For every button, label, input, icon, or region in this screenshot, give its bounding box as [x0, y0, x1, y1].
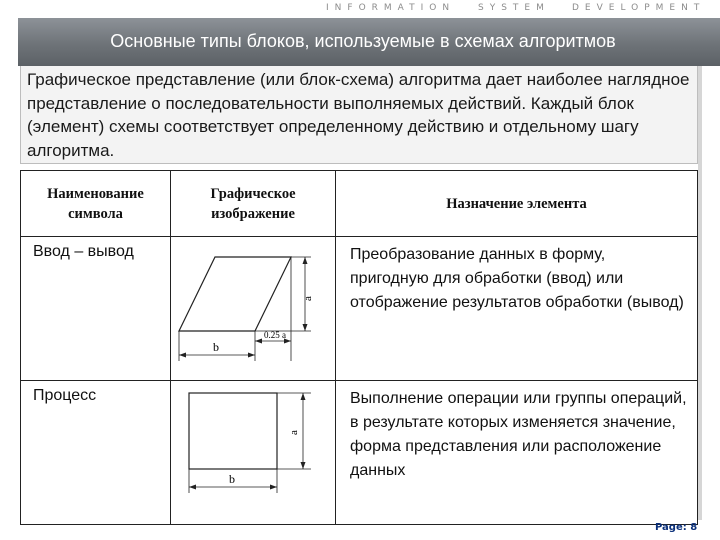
parallelogram-diagram — [171, 237, 335, 375]
top-banner — [0, 0, 720, 18]
dim-a-label: a — [288, 430, 300, 435]
purpose-process: Выполнение операции или группы операций, в результате которых изменяется значение, форма представления или расположение данных — [336, 381, 698, 525]
header-symbol-name: Наименование символа — [21, 171, 171, 237]
io-figure-cell — [171, 237, 336, 381]
dim-a-arrow-top — [303, 257, 308, 264]
process-figure-cell — [171, 381, 336, 525]
dim-b-arrow-left — [179, 353, 186, 358]
banner-word-system: SYSTEM — [478, 3, 550, 13]
dim-a-arrow-bottom — [303, 324, 308, 331]
rectangle-diagram — [171, 381, 335, 519]
table-header-row — [21, 171, 698, 237]
dim-a-arrow-top — [301, 393, 306, 400]
parallelogram-shape — [179, 257, 291, 331]
dim-off-arrow-left — [255, 339, 262, 344]
dim-a-arrow-bottom — [301, 462, 306, 469]
table-row — [21, 381, 698, 525]
page-number: Page: 8 — [655, 522, 698, 533]
dim-b-arrow-right — [270, 485, 277, 490]
purpose-io: Преобразование данных в форму, пригодную для обработки (ввод) или отображение результатов обработки (вывод) — [336, 237, 698, 381]
dim-offset-label: 0.25 a — [264, 330, 286, 340]
symbol-name-io: Ввод – вывод — [21, 237, 171, 381]
table-row — [21, 237, 698, 381]
banner-word-development: DEVELOPMENT — [572, 3, 706, 13]
header-graphic: Графическое изображение — [171, 171, 336, 237]
dim-b-label: b — [213, 340, 219, 354]
dim-b-label: b — [229, 472, 235, 486]
banner-word-information: INFORMATION — [326, 3, 456, 13]
dim-b-arrow-left — [189, 485, 196, 490]
block-types-table — [20, 170, 698, 525]
dim-a-label: a — [302, 296, 314, 301]
header-purpose: Назначение элемента — [336, 171, 698, 237]
title-bar — [18, 18, 720, 66]
symbol-name-process: Процесс — [21, 381, 171, 525]
intro-text: Графическое представление (или блок-схема) алгоритма дает наиболее наглядное представление о последовательности выполняемых действий. Каждый блок (элемент) схемы соответствует определенному действию и отдельному шагу алгоритма. — [27, 70, 690, 160]
intro-box — [20, 66, 698, 164]
right-shadow — [698, 66, 702, 520]
slide-title: Основные типы блоков, используемые в схемах алгоритмов — [110, 31, 616, 51]
dim-b-arrow-right — [248, 353, 255, 358]
rectangle-shape — [189, 393, 277, 469]
